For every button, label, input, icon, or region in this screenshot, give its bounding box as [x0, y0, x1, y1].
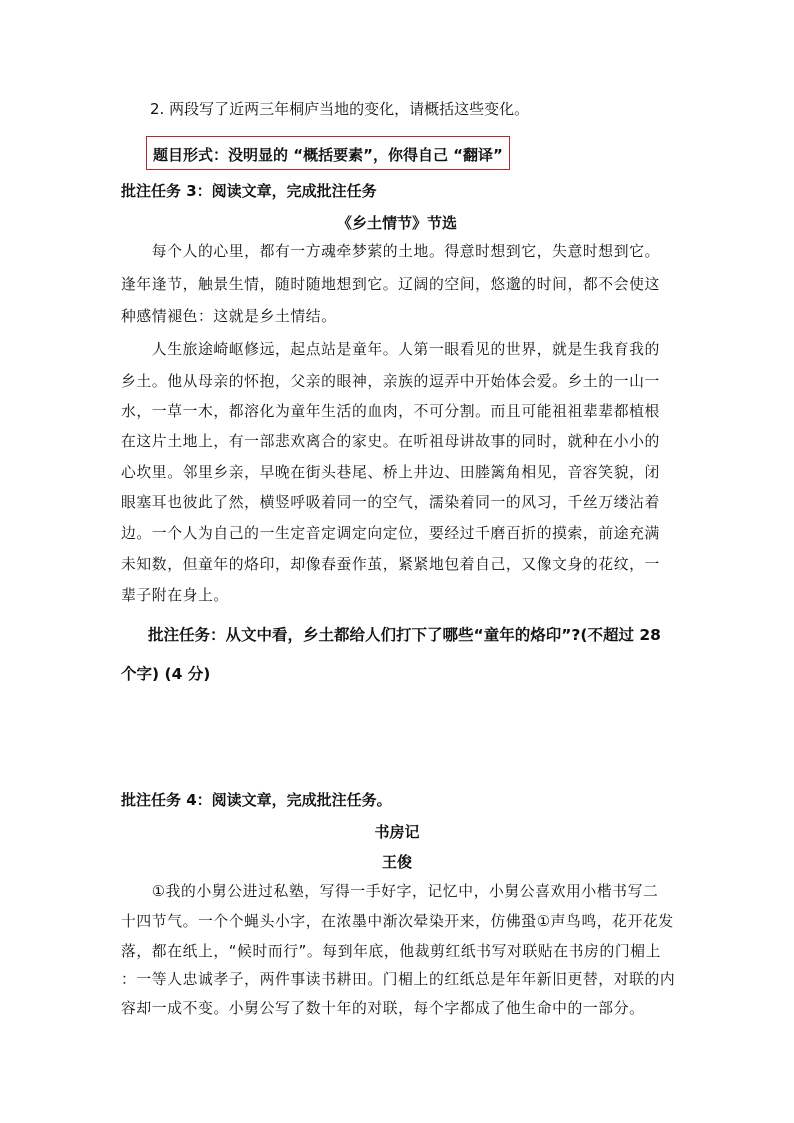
- text-line: 未知数，但童年的烙印，却像春蚕作茧，紧紧地包着自己，又像文身的花纹，一: [121, 556, 660, 573]
- text-line: 辈子附在身上。: [121, 587, 229, 604]
- task3-heading: 批注任务 3：阅读文章，完成批注任务: [121, 182, 377, 200]
- task4-author: 王俊: [381, 853, 412, 871]
- question-2: 2. 两段写了近两三年桐庐当地的变化，请概括这些变化。: [150, 100, 530, 118]
- text-line: 心坎里。邻里乡亲，早晚在街头巷尾、桥上井边、田塍篱角相见，音容笑貌，闭: [121, 464, 660, 481]
- text-line: 边。一个人为自己的一生定音定调定向定位，要经过千磨百折的摸索，前途充满: [121, 525, 660, 542]
- text-line: 乡土。他从母亲的怀抱，父亲的眼神，亲族的逗弄中开始体会爱。乡土的一山一: [121, 373, 660, 390]
- task4-title: 书房记: [374, 823, 420, 841]
- hint-box-text: 题目形式：没明显的 “概括要素”，你得自己 “翻译”: [153, 146, 503, 164]
- text-line: 容却一成不变。小舅公写了数十年的对联，每个字都成了他生命中的一部分。: [121, 1000, 645, 1017]
- task4-heading: 批注任务 4：阅读文章，完成批注任务。: [121, 791, 392, 809]
- text-line: 水，一草一木，都溶化为童年生活的血肉，不可分割。而且可能祖祖辈辈都植根: [121, 403, 660, 420]
- text-line: 十四节气。一个个蝇头小字，在浓墨中渐次晕染开来，仿佛蛩①声鸟鸣，花开花发: [121, 913, 674, 930]
- task3-question-line-1: 批注任务：从文中看，乡土都给人们打下了哪些“童年的烙印”?(不超过 28: [148, 626, 661, 644]
- text-line: 人生旅途崎岖修远，起点站是童年。人第一眼看见的世界，就是生我育我的: [121, 341, 660, 358]
- text-line: ：一等人忠诚孝子，两件事读书耕田。门楣上的红纸总是年年新旧更替，对联的内: [121, 971, 676, 988]
- text-line: ①我的小舅公进过私塾，写得一手好字，记忆中，小舅公喜欢用小楷书写二: [121, 883, 659, 900]
- text-line: 落，都在纸上，“候时而行”。每到年底，他裁剪红纸书写对联贴在书房的门楣上: [121, 943, 662, 960]
- text-line: 在这片土地上，有一部悲欢离合的家史。在听祖母讲故事的同时，就种在小小的: [121, 433, 660, 450]
- text-line: 眼塞耳也彼此了然，横竖呼吸着同一的空气，濡染着同一的风习，千丝万缕沾着: [121, 494, 660, 511]
- text-line: 每个人的心里，都有一方魂牵梦萦的土地。得意时想到它，失意时想到它。: [121, 243, 660, 260]
- text-line: 种感情褪色：这就是乡土情结。: [121, 308, 337, 325]
- text-line: 逢年逢节，触景生情，随时随地想到它。辽阔的空间，悠邈的时间，都不会使这: [121, 276, 660, 293]
- task3-question-line-2: 个字) (4 分): [121, 665, 211, 683]
- task3-title: 《乡土情节》节选: [336, 214, 457, 232]
